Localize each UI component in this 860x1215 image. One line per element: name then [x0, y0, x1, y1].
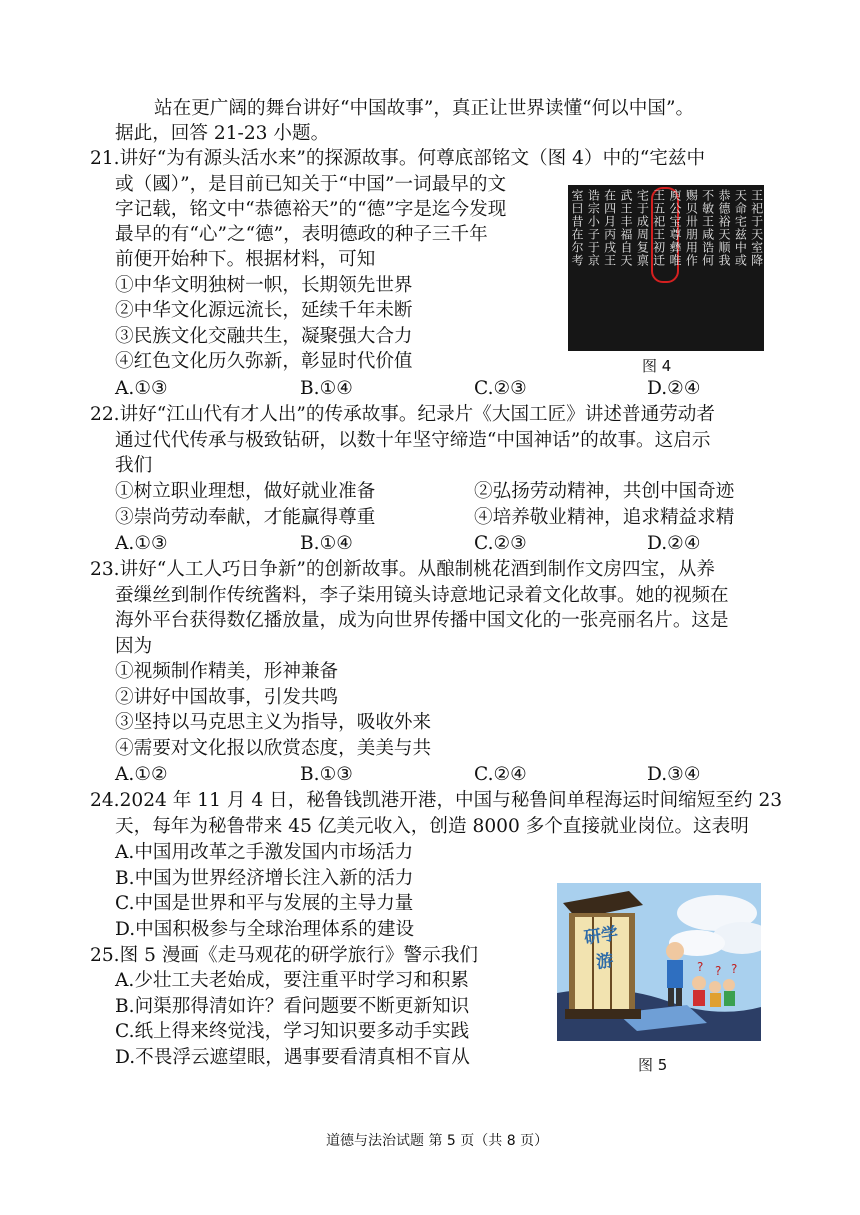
q25-option-d[interactable]: D.不畏浮云遮望眼，遇事要看清真相不盲从	[115, 1047, 470, 1068]
q23-option-a[interactable]: A.①②	[115, 764, 168, 785]
inscription-column: 恭德裕天顺我	[717, 189, 731, 267]
q24-option-b[interactable]: B.中国为世界经济增长注入新的活力	[115, 868, 414, 889]
inscription-column: 庾公宝尊彝唯	[668, 189, 682, 267]
q22-stem-line-3: 我们	[115, 455, 153, 476]
q24-option-c[interactable]: C.中国是世界和平与发展的主导力量	[115, 893, 414, 914]
q22-item-4: ④培养敬业精神，追求精益求精	[474, 507, 735, 528]
inscription-column: 诰宗小子于京	[586, 189, 601, 267]
inscription-column: 王祀于天室降	[749, 189, 764, 267]
study-tour-sign: 研学游	[582, 923, 620, 973]
q23-item-2: ②讲好中国故事，引发共鸣	[115, 687, 339, 708]
svg-text:?: ?	[731, 962, 738, 976]
q22-item-1: ①树立职业理想，做好就业准备	[115, 481, 376, 502]
inscription-column: 室曰昔在尔考	[570, 189, 584, 267]
q21-item-2: ②中华文化源远流长，延续千年未断	[115, 300, 413, 321]
q25-option-a[interactable]: A.少壮工夫老始成，要注重平时学习和积累	[115, 970, 470, 991]
svg-text:?: ?	[715, 964, 722, 978]
figure-4-caption: 图 4	[642, 357, 672, 375]
q23-stem-line-2: 蚕缫丝到制作传统酱料，李子柒用镜头诗意地记录着文化故事。她的视频在	[115, 585, 729, 606]
q21-item-4: ④红色文化历久弥新，彰显时代价值	[115, 351, 413, 372]
q21-stem-line-3: 字记载，铭文中“恭德裕天”的“德”字是迄今发现	[115, 199, 507, 220]
inscription-column: 赐贝卅朋用作	[684, 189, 699, 267]
inscription-column: 宅于成周复禀	[635, 189, 650, 267]
q23-option-d[interactable]: D.③④	[647, 764, 701, 785]
q23-stem-line-4: 因为	[115, 636, 153, 657]
q22-option-a[interactable]: A.①③	[115, 533, 168, 554]
inscription-column: 在四月丙戌王	[602, 189, 617, 267]
q23-item-1: ①视频制作精美，形神兼备	[115, 661, 339, 682]
inscription-column: 天命宅兹中或	[733, 189, 748, 267]
page-footer: 道德与法治试题 第 5 页（共 8 页）	[326, 1133, 549, 1149]
q22-option-d[interactable]: D.②④	[647, 533, 701, 554]
q23-option-c[interactable]: C.②④	[474, 764, 527, 785]
q21-stem-line-2: 或（國）”，是目前已知关于“中国”一词最早的文	[115, 174, 507, 195]
figure-5-caption: 图 5	[638, 1056, 668, 1074]
q23-option-b[interactable]: B.①③	[300, 764, 353, 785]
q21-option-a[interactable]: A.①③	[115, 378, 168, 399]
q21-stem-line-1: 21.讲好“为有源头活水来”的探源故事。何尊底部铭文（图 4）中的“宅兹中	[90, 148, 706, 169]
q21-option-c[interactable]: C.②③	[474, 378, 527, 399]
inscription-column: 王五祀王初迁	[651, 189, 666, 267]
q21-item-3: ③民族文化交融共生，凝聚强大合力	[115, 326, 413, 347]
q21-option-b[interactable]: B.①④	[300, 378, 353, 399]
q25-stem-line: 25.图 5 漫画《走马观花的研学旅行》警示我们	[90, 945, 478, 966]
q23-item-4: ④需要对文化报以欣赏态度，美美与共	[115, 738, 432, 759]
q24-option-a[interactable]: A.中国用改革之手激发国内市场活力	[115, 842, 414, 863]
inscription-column: 武王丰福自天	[619, 189, 633, 267]
q25-option-c[interactable]: C.纸上得来终觉浅，学习知识要多动手实践	[115, 1021, 470, 1042]
q21-option-d[interactable]: D.②④	[647, 378, 701, 399]
q23-stem-line-3: 海外平台获得数亿播放量，成为向世界传播中国文化的一张亮丽名片。这是	[115, 610, 729, 631]
q21-stem-line-4: 最早的有“心”之“德”，表明德政的种子三千年	[115, 224, 488, 245]
q22-stem-line-1: 22.讲好“江山代有才人出”的传承故事。纪录片《大国工匠》讲述普通劳动者	[90, 404, 715, 425]
q21-item-1: ①中华文明独树一帜，长期领先世界	[115, 275, 413, 296]
intro-line-1: 站在更广阔的舞台讲好“中国故事”，真正让世界读懂“何以中国”。	[154, 98, 695, 119]
inscription-column: 不敏王咸诰何	[700, 189, 715, 267]
inscription-rubbing-image	[568, 185, 764, 351]
q22-option-c[interactable]: C.②③	[474, 533, 527, 554]
q24-stem-line-1: 24.2024 年 11 月 4 日，秘鲁钱凯港开港，中国与秘鲁间单程海运时间缩短至约 23	[90, 790, 783, 811]
q22-item-3: ③崇尚劳动奉献，才能赢得尊重	[115, 507, 376, 528]
q22-option-b[interactable]: B.①④	[300, 533, 353, 554]
q22-stem-line-2: 通过代代传承与极致钻研，以数十年坚守缔造“中国神话”的故事。这启示	[115, 430, 711, 451]
cartoon-image	[557, 883, 761, 1041]
q22-item-2: ②弘扬劳动精神，共创中国奇迹	[474, 481, 735, 502]
svg-text:?: ?	[697, 960, 704, 974]
q24-stem-line-2: 天，每年为秘鲁带来 45 亿美元收入，创造 8000 多个直接就业岗位。这表明	[115, 816, 749, 837]
q25-option-b[interactable]: B.问渠那得清如许？看问题要不断更新知识	[115, 996, 470, 1017]
q23-stem-line-1: 23.讲好“人工人巧日争新”的创新故事。从酿制桃花酒到制作文房四宝，从养	[90, 559, 715, 580]
q23-item-3: ③坚持以马克思主义为指导，吸收外来	[115, 712, 432, 733]
intro-line-2: 据此，回答 21-23 小题。	[115, 123, 330, 144]
q21-stem-line-5: 前便开始种下。根据材料，可知	[115, 249, 376, 270]
q24-option-d[interactable]: D.中国积极参与全球治理体系的建设	[115, 919, 415, 940]
